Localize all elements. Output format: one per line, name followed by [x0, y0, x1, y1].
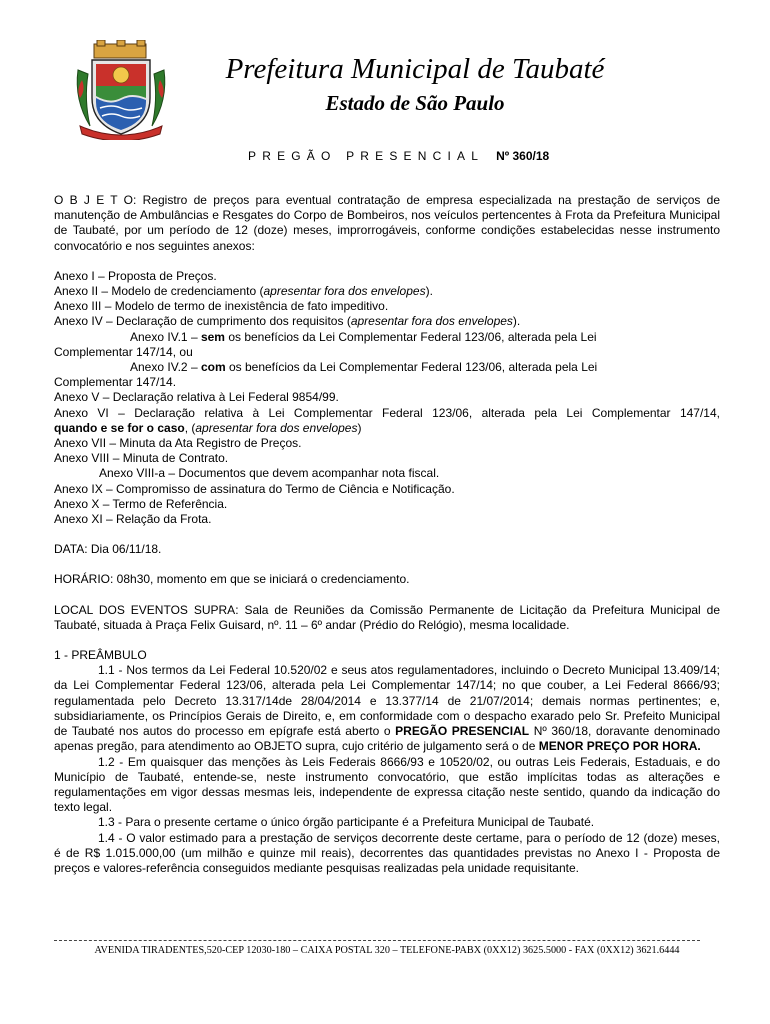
pregao-number: Nº 360/18 — [496, 149, 550, 163]
coat-of-arms-crest — [72, 40, 170, 140]
preambulo-1-3: 1.3 - Para o presente certame o único órgão participante é a Prefeitura Municipal de Taubaté. — [98, 815, 595, 830]
local-paragraph: LOCAL DOS EVENTOS SUPRA: Sala de Reuniões da Comissão Permanente de Licitação da Prefeitura Municipal de Taubaté, situada à Praça Felix Guisard, nº. 11 – 6º andar (Prédio do Relógio), mesma localidade. — [54, 602, 720, 632]
document-body — [54, 193, 720, 876]
data-line: DATA: Dia 06/11/18. — [54, 542, 162, 557]
anexo-item: Anexo IX – Compromisso de assinatura do Termo de Ciência e Notificação. — [54, 481, 455, 496]
anexo-item: Anexo V – Declaração relativa à Lei Federal 9854/99. — [54, 390, 339, 405]
anexo-item-continuation: quando e se for o caso, (apresentar fora dos envelopes) — [54, 420, 362, 435]
anexo-subitem: Anexo VIII-a – Documentos que devem acompanhar nota fiscal. — [99, 466, 440, 481]
anexo-subitem: Anexo IV.2 – com os benefícios da Lei Complementar Federal 123/06, alterada pela Lei — [130, 360, 598, 375]
anexo-item: Anexo II – Modelo de credenciamento (apresentar fora dos envelopes). — [54, 284, 433, 299]
objeto-paragraph — [54, 193, 720, 254]
pregao-label: PREGÃO PRESENCIAL — [248, 149, 485, 163]
anexos-list — [54, 269, 720, 527]
preambulo-1-1: 1.1 - Nos termos da Lei Federal 10.520/02 e seus atos regulamentadores, incluindo o Decreto Municipal 13.409/14; da Lei Complementar Federal 123/06, alterada pela Lei Complementar 147/14; no que couber, a Lei Federal 8666/93; regulamentada pelo Decreto 13.317/14de 28/04/2014 e 13.377/14 de 21/07/2014; demais normas pertinentes; e, subsidiariamente, os Princípios Gerais de Direito, e, em conformidade com o despacho exarado pelo Sr. Prefeito Municipal de Taubaté nos autos do processo em epígrafe está aberto o PREGÃO PRESENCIAL Nº 360/18, doravante denominado apenas pregão, para atendimento ao OBJETO supra, cujo critério de julgamento será o de MENOR PREÇO POR HORA. — [54, 663, 720, 754]
objeto-text: Registro de preços para eventual contratação de empresa especializada na prestação de serviços de manutenção de Ambulâncias e Resgates do Corpo de Bombeiros, nos veículos pertencentes à Frota da Prefeitura Municipal de Taubaté, por um período de 12 (doze) meses, improrrogáveis, conforme condições estabelecidas nesse instrumento convocatório e nos seguintes anexos: — [54, 193, 720, 253]
anexo-subitem-continuation: Complementar 147/14. — [54, 375, 177, 390]
anexo-item: Anexo VI – Declaração relativa à Lei Complementar Federal 123/06, alterada pela Lei Complementar 147/14, — [54, 405, 720, 420]
anexo-subitem-continuation: Complementar 147/14, ou — [54, 344, 193, 359]
anexo-subitem: Anexo IV.1 – sem os benefícios da Lei Complementar Federal 123/06, alterada pela Lei — [130, 329, 597, 344]
horario-line: HORÁRIO: 08h30, momento em que se iniciará o credenciamento. — [54, 572, 410, 587]
anexo-item: Anexo VIII – Minuta de Contrato. — [54, 451, 229, 466]
preambulo-heading: 1 - PREÂMBULO — [54, 648, 147, 663]
anexo-item: Anexo I – Proposta de Preços. — [54, 268, 217, 283]
footer-address: AVENIDA TIRADENTES,520-CEP 12030-180 – CAIXA POSTAL 320 – TELEFONE-PABX (0XX12) 3625.5000 - FAX (0XX12) 3621.6444 — [94, 945, 680, 956]
objeto-label: O B J E T O: — [54, 193, 137, 207]
anexo-item: Anexo VII – Minuta da Ata Registro de Preços. — [54, 436, 302, 451]
anexo-item: Anexo III – Modelo de termo de inexistência de fato impeditivo. — [54, 299, 389, 314]
document-title: Prefeitura Municipal de Taubaté — [225, 53, 605, 85]
anexo-item: Anexo X – Termo de Referência. — [54, 496, 228, 511]
preambulo-1-4: 1.4 - O valor estimado para a prestação de serviços decorrente deste certame, para o período de 12 (doze) meses, é de R$ 1.015.000,00 (um milhão e quinze mil reais), decorrentes das quantidades previstas no Anexo I - Proposta de preços e valores-referência conseguidos mediante pesquisas realizadas pela unidade requisitante. — [54, 830, 720, 875]
footer-divider — [54, 940, 700, 941]
anexo-item: Anexo IV – Declaração de cumprimento dos requisitos (apresentar fora dos envelopes). — [54, 314, 521, 329]
anexo-item: Anexo XI – Relação da Frota. — [54, 512, 212, 527]
preambulo-1-2: 1.2 - Em quaisquer das menções às Leis Federais 8666/93 e 10520/02, ou outras Leis Federais, Estaduais, e do Município de Taubaté, entende-se, neste instrumento convocatório, que estão implícitas todas as alterações e regulamentações em vigor dessas mesmas leis, independente de expressa citação neste sentido, quando da indicação do texto legal. — [54, 754, 720, 815]
pregao-heading — [248, 148, 549, 164]
document-subtitle: Estado de São Paulo — [325, 91, 505, 115]
